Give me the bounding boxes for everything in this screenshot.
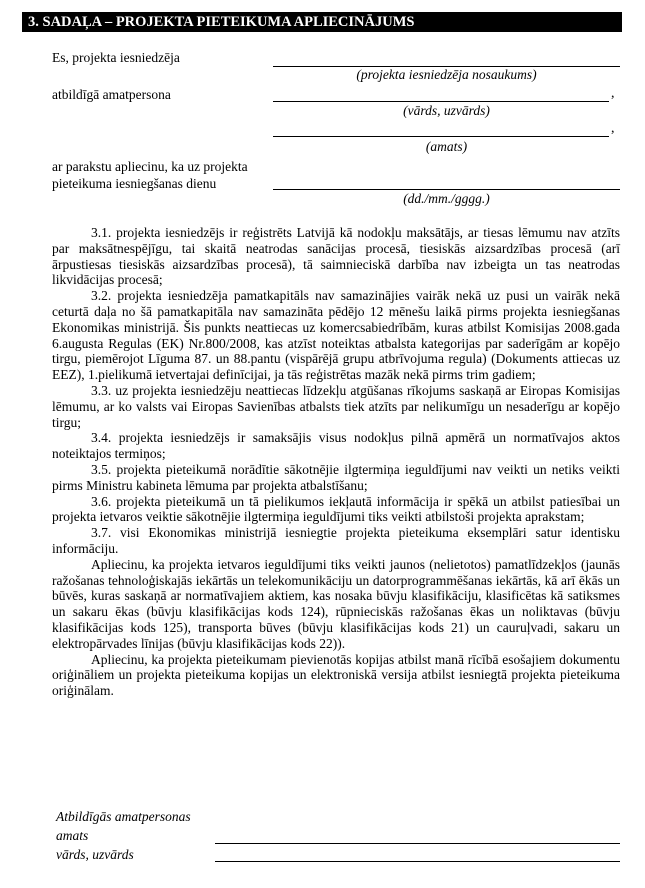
signature-name-field[interactable] [215,861,620,862]
paragraph-investment-confirmation: Apliecinu, ka projekta ietvaros ieguldījumi tiks veikti jaunos (nelietotos) pamatlīdzekļos (jaunās ražošanas tehnoloģiskajās iekārtās un telekomunikāciju un datorprogrammēšanas iekārtās, kā arī ēkās un būvēs, kuras saskaņā ar normatīvajiem aktiem, kas nosaka būvju klasifikāciju, klasificētas kā satiksmes un sakaru ēkas (būvju klasifikācijas kods 124), rūpnieciskās ražošanas ēkas un noliktavas (būvju klasifikācijas kods 125), transporta būves (būvju klasifikācijas kods 21) un cauruļvadi, sakaru un elektropārvades līnijas (būvju klasifikācijas kods 22)). [52,556,620,651]
date-hint: (dd./mm./gggg.) [403,191,490,206]
official-position-field[interactable] [273,136,609,137]
sign-label-1: ar parakstu apliecinu, ka uz projekta [52,159,248,174]
paragraph-3-4: 3.4. projekta iesniedzējs ir samaksājis visus nodokļus pilnā apmērā un normatīvajos aktos noteiktajos termiņos; [52,430,620,462]
section-header: 3. SADAĻA – PROJEKTA PIETEIKUMA APLIECINĀJUMS [22,12,622,32]
signature-position-field[interactable] [215,843,620,844]
position-hint: (amats) [425,139,468,154]
signature-label-2: amats [56,828,89,843]
applicant-label: Es, projekta iesniedzēja [52,50,180,65]
paragraph-3-7: 3.7. visi Ekonomikas ministrijā iesniegtie projekta pieteikuma eksemplāri satur identisku informāciju. [52,525,620,556]
signature-label-1: Atbildīgās amatpersonas [56,809,191,824]
sign-label-2: pieteikuma iesniegšanas dienu [52,176,217,191]
comma-1: , [611,86,615,101]
official-name-field[interactable] [273,101,609,102]
official-label: atbildīgā amatpersona [52,87,171,102]
paragraph-3-6: 3.6. projekta pieteikumā un tā pielikumos iekļautā informācija ir spēkā un atbilst patiesībai un projekta ietvaros veiktie sākotnējie ilgtermiņa ieguldījumi tiks veikti atbilstoši projekta aprakstam; [52,493,620,525]
paragraph-3-1: 3.1. projekta iesniedzējs ir reģistrēts Latvijā kā nodokļu maksātājs, ar tiesas lēmumu nav atzīts par maksātnespējīgu, tai skaitā neatrodas sanācijas procesā, tiesiskās aizsardzības procesā (arī ārpustiesas tiesiskās aizsardzības procesā), tā saimnieciskā darbība nav izbeigta un tas neatrodas likvidācijas procesā; [52,225,620,288]
paragraph-copies-confirmation: Apliecinu, ka projekta pieteikumam pievienotās kopijas atbilst manā rīcībā esošajiem dokumentu oriģināliem un projekta pieteikuma kopijas un elektroniskā versija atbilst iesniegtā projekta pieteikuma oriģinālam. [52,651,620,699]
declaration-body [52,225,620,699]
paragraph-3-2: 3.2. projekta iesniedzēja pamatkapitāls nav samazinājies vairāk nekā uz pusi un vairāk nekā ceturtā daļa no šā pamatkapitāla nav samazināta pēdējo 12 mēnešu laikā pirms projekta iesniegšanas Ekonomikas ministrijā. Šis punkts neattiecas uz komercsabiedrībām, kuras atbilst Komisijas 2008.gada 6.augusta Regulas (EK) Nr.800/2008, kas atzīst noteiktas atbalsta kategorijas par saderīgām ar kopējo tirgu, piemērojot Līguma 87. un 88.pantu (vispārējā grupu atbrīvojuma regula) (Dokuments attiecas uz EEZ), 1.pielikumā ietvertajai definīcijai, ja tās reģistrētas mazāk nekā pirms trim gadiem; [52,288,620,383]
date-field[interactable] [273,189,620,190]
comma-2: , [611,121,615,136]
signature-label-3: vārds, uzvārds [56,847,134,862]
paragraph-3-3: 3.3. uz projekta iesniedzēju neattiecas līdzekļu atgūšanas rīkojums saskaņā ar Eiropas Komisijas lēmumu, ar ko valsts vai Eiropas Savienības atbalsts tiek atzīts par nelikumīgu un nesaderīgu ar kopējo tirgu; [52,382,620,430]
name-hint: (vārds, uzvārds) [403,103,490,118]
applicant-hint: (projekta iesniedzēja nosaukums) [356,67,537,82]
paragraph-3-5: 3.5. projekta pieteikumā norādītie sākotnējie ilgtermiņa ieguldījumi nav veikti un netiks veikti pirms Ministru kabineta lēmuma par projekta atbalstīšanu; [52,461,620,493]
